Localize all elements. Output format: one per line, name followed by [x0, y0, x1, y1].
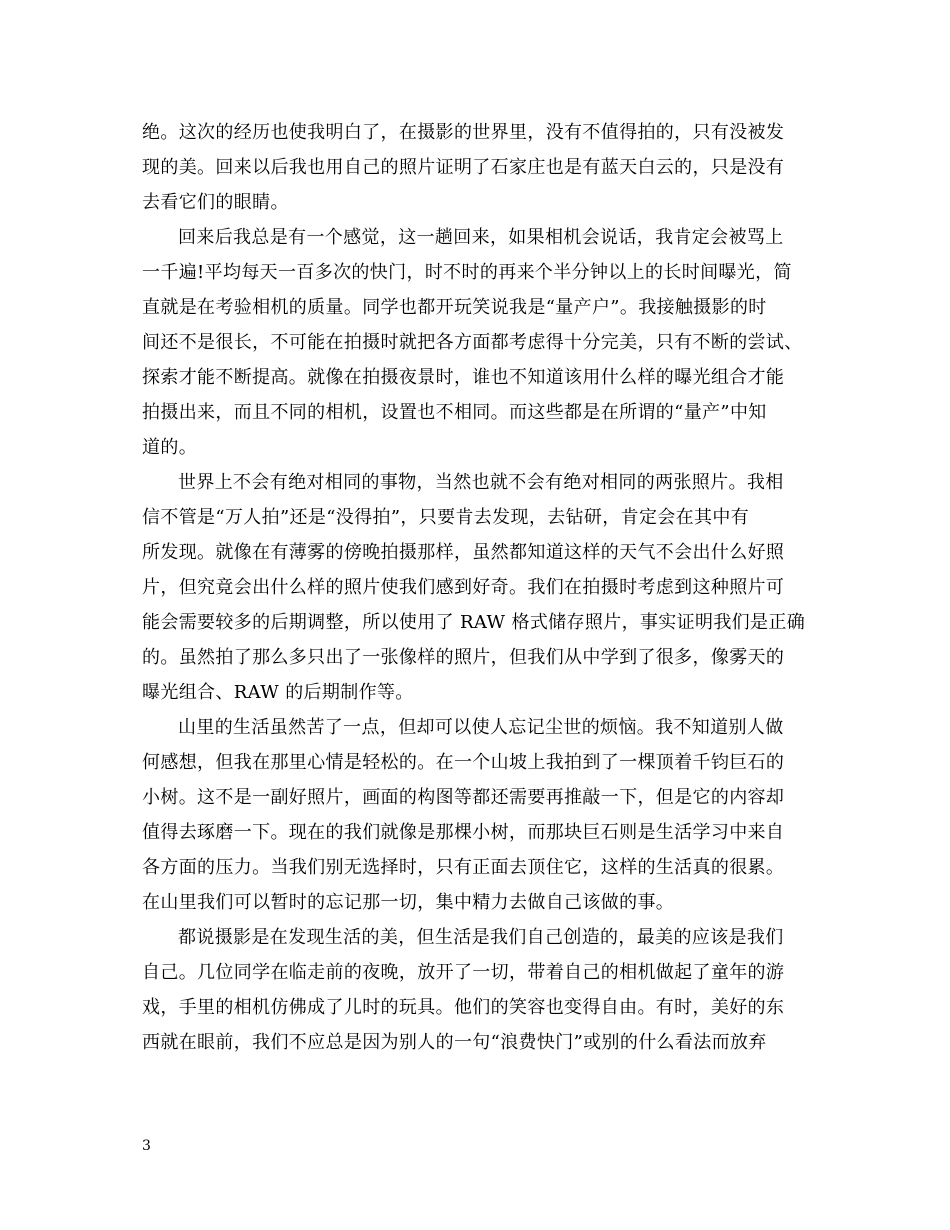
text-line: 间还不是很长，不可能在拍摄时就把各方面都考虑得十分完美，只有不断的尝试、 — [142, 332, 803, 353]
paragraph-first-line: 山里的生活虽然苦了一点，但却可以使人忘记尘世的烦恼。我不知道别人做 — [178, 717, 784, 738]
body-text — [142, 115, 812, 1060]
text-line: 直就是在考验相机的质量。同学也都开玩笑说我是“量产户”。我接触摄影的时 — [142, 297, 767, 318]
text-line: 小树。这不是一副好照片，画面的构图等都还需要再推敲一下，但是它的内容却 — [142, 787, 785, 808]
text-line: 能会需要较多的后期调整，所以使用了 RAW 格式储存照片，事实证明我们是正确 — [142, 612, 806, 633]
text-line: 信不管是“万人拍”还是“没得拍”，只要肯去发现，去钻研，肯定会在其中有 — [142, 507, 750, 528]
text-line: 拍摄出来，而且不同的相机，设置也不相同。而这些都是在所谓的“量产”中知 — [142, 402, 767, 423]
text-line: 自己。几位同学在临走前的夜晚，放开了一切，带着自己的相机做起了童年的游 — [142, 962, 785, 983]
paragraph-first-line: 回来后我总是有一个感觉，这一趟回来，如果相机会说话，我肯定会被骂上 — [178, 227, 784, 248]
text-line: 戏，手里的相机仿佛成了儿时的玩具。他们的笑容也变得自由。有时，美好的东 — [142, 997, 785, 1018]
text-line: 去看它们的眼睛。 — [142, 192, 289, 213]
text-line: 各方面的压力。当我们别无选择时，只有正面去顶住它，这样的生活真的很累。 — [142, 857, 785, 878]
text-line: 所发现。就像在有薄雾的傍晚拍摄那样，虽然都知道这样的天气不会出什么好照 — [142, 542, 785, 563]
text-line: 曝光组合、RAW 的后期制作等。 — [142, 682, 414, 703]
text-line: 何感想，但我在那里心情是轻松的。在一个山坡上我拍到了一棵顶着千钧巨石的 — [142, 752, 785, 773]
text-line: 道的。 — [142, 437, 198, 458]
text-line: 西就在眼前，我们不应总是因为别人的一句“浪费快门”或别的什么看法而放弃 — [142, 1032, 767, 1053]
text-line: 现的美。回来以后我也用自己的照片证明了石家庄也是有蓝天白云的，只是没有 — [142, 157, 785, 178]
text-line: 探索才能不断提高。就像在拍摄夜景时，谁也不知道该用什么样的曝光组合才能 — [142, 367, 785, 388]
text-line: 值得去琢磨一下。现在的我们就像是那棵小树，而那块巨石则是生活学习中来自 — [142, 822, 785, 843]
text-line: 绝。这次的经历也使我明白了，在摄影的世界里，没有不值得拍的，只有没被发 — [142, 122, 785, 143]
text-line: 一千遍!平均每天一百多次的快门，时不时的再来个半分钟以上的长时间曝光，简 — [142, 262, 792, 283]
paragraph-first-line: 世界上不会有绝对相同的事物，当然也就不会有绝对相同的两张照片。我相 — [178, 472, 784, 493]
page-number: 3 — [142, 1138, 151, 1154]
text-line: 片，但究竟会出什么样的照片使我们感到好奇。我们在拍摄时考虑到这种照片可 — [142, 577, 785, 598]
text-line: 的。虽然拍了那么多只出了一张像样的照片，但我们从中学到了很多，像雾天的 — [142, 647, 785, 668]
paragraph-first-line: 都说摄影是在发现生活的美，但生活是我们自己创造的，最美的应该是我们 — [178, 927, 784, 948]
text-line: 在山里我们可以暂时的忘记那一切，集中精力去做自己该做的事。 — [142, 892, 675, 913]
